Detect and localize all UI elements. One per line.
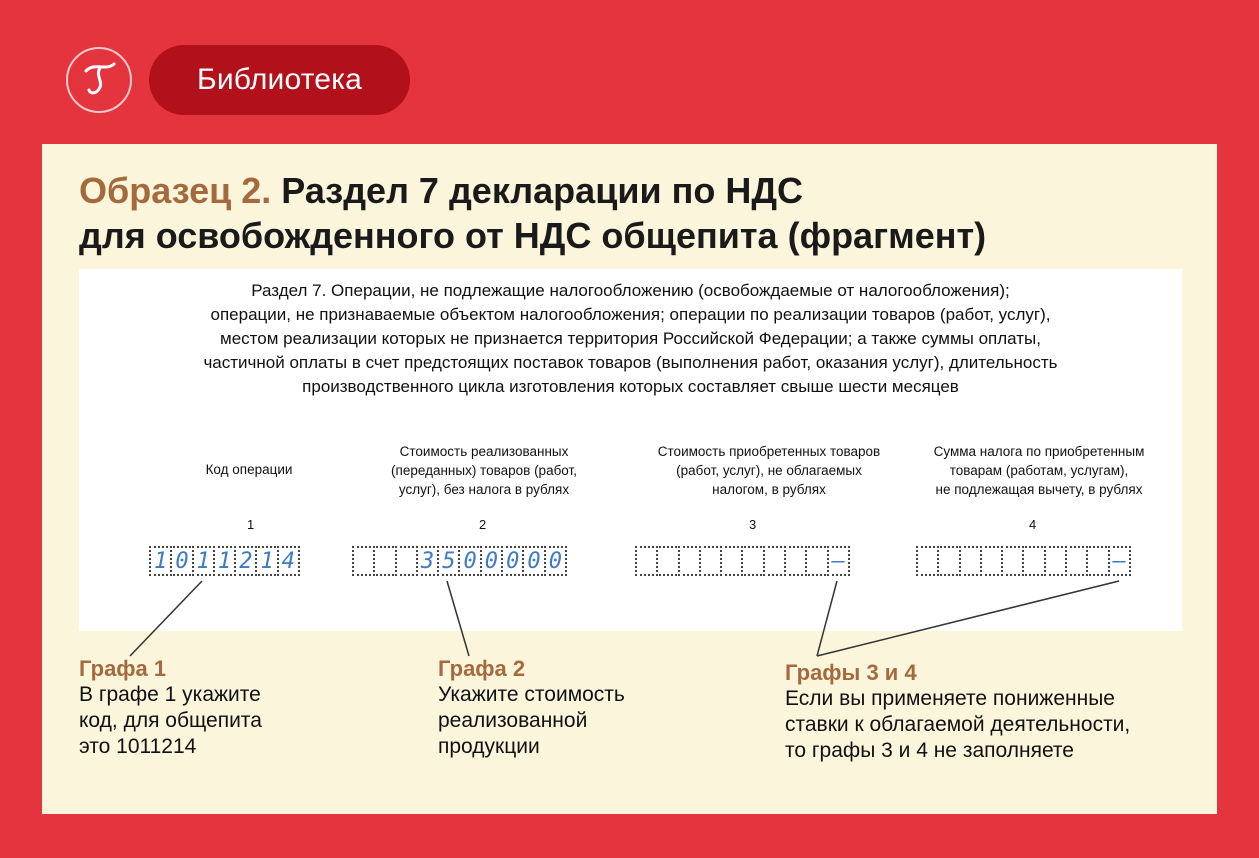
leader-line-2: [447, 581, 469, 656]
form-cell: 0: [170, 546, 193, 576]
form-cell: 1: [255, 546, 278, 576]
form-cell: 2: [234, 546, 257, 576]
title-line2: для освобожденного от НДС общепита (фрагмент): [79, 215, 987, 256]
column-3-number: 3: [749, 517, 757, 532]
column-3-title: Стоимость приобретенных товаров (работ, услуг), не облагаемых налогом, в рублях: [657, 444, 881, 497]
form-cell: 1: [192, 546, 215, 576]
title-rest: Раздел 7 декларации по НДС: [271, 170, 803, 211]
column-4-title: Сумма налога по приобретенным товарам (работам, услугам), не подлежащая вычету, в рублях: [933, 444, 1145, 497]
form-cell: 0: [480, 546, 503, 576]
form-cell: –: [1108, 546, 1131, 576]
form-cell: 0: [522, 546, 545, 576]
callout-3-title: Графы 3 и 4: [785, 660, 917, 685]
leader-lines: [42, 144, 1217, 814]
form-cell: 0: [501, 546, 524, 576]
column-1-title: Код операции: [205, 462, 293, 477]
section-7-header: Раздел 7. Операции, не подлежащие налогообложению (освобождаемые от налогообложения); операции, не признаваемые объектом налогообложения; операции по реализации товаров (работ, услуг), местом реализации которых не признается территория Российской Федерации; а также суммы оплаты, частичной оплаты в счет предстоящих поставок товаров (выполнения работ, оказания услуг), длительность производственного цикла изготовления которых составляет свыше шести месяцев: [203, 281, 1058, 396]
sample-card: [42, 144, 1217, 814]
column-2-number: 2: [479, 517, 487, 532]
leader-line-1: [130, 581, 202, 656]
brand-logo[interactable]: [66, 47, 132, 113]
column-4-number: 4: [1029, 517, 1037, 532]
library-badge[interactable]: Библиотека: [149, 45, 410, 115]
form-cell: 4: [277, 546, 300, 576]
form-cell: 3: [416, 546, 439, 576]
form-cell: 1: [149, 546, 172, 576]
callout-1-title: Графа 1: [79, 656, 167, 681]
form-cell: 0: [458, 546, 481, 576]
form-cell: 5: [437, 546, 460, 576]
leader-line-4: [817, 581, 1119, 656]
t-logo-icon: [77, 58, 121, 102]
form-cell: –: [827, 546, 850, 576]
callout-3-text: Если вы применяете пониженные ставки к облагаемой деятельности, то графы 3 и 4 не заполняете: [785, 687, 1131, 762]
title-accent: Образец 2.: [79, 170, 272, 211]
column-2-title: Стоимость реализованных (переданных) товаров (работ, услуг), без налога в рублях: [391, 444, 577, 497]
form-cell: 0: [544, 546, 567, 576]
column-1-number: 1: [247, 517, 255, 532]
leader-line-3: [817, 581, 837, 656]
callout-2-text: Укажите стоимость реализованной продукции: [438, 683, 625, 758]
callout-2-title: Графа 2: [438, 656, 526, 681]
form-cell: 1: [213, 546, 236, 576]
callout-1-text: В графе 1 укажите код, для общепита это 1011214: [79, 683, 262, 758]
